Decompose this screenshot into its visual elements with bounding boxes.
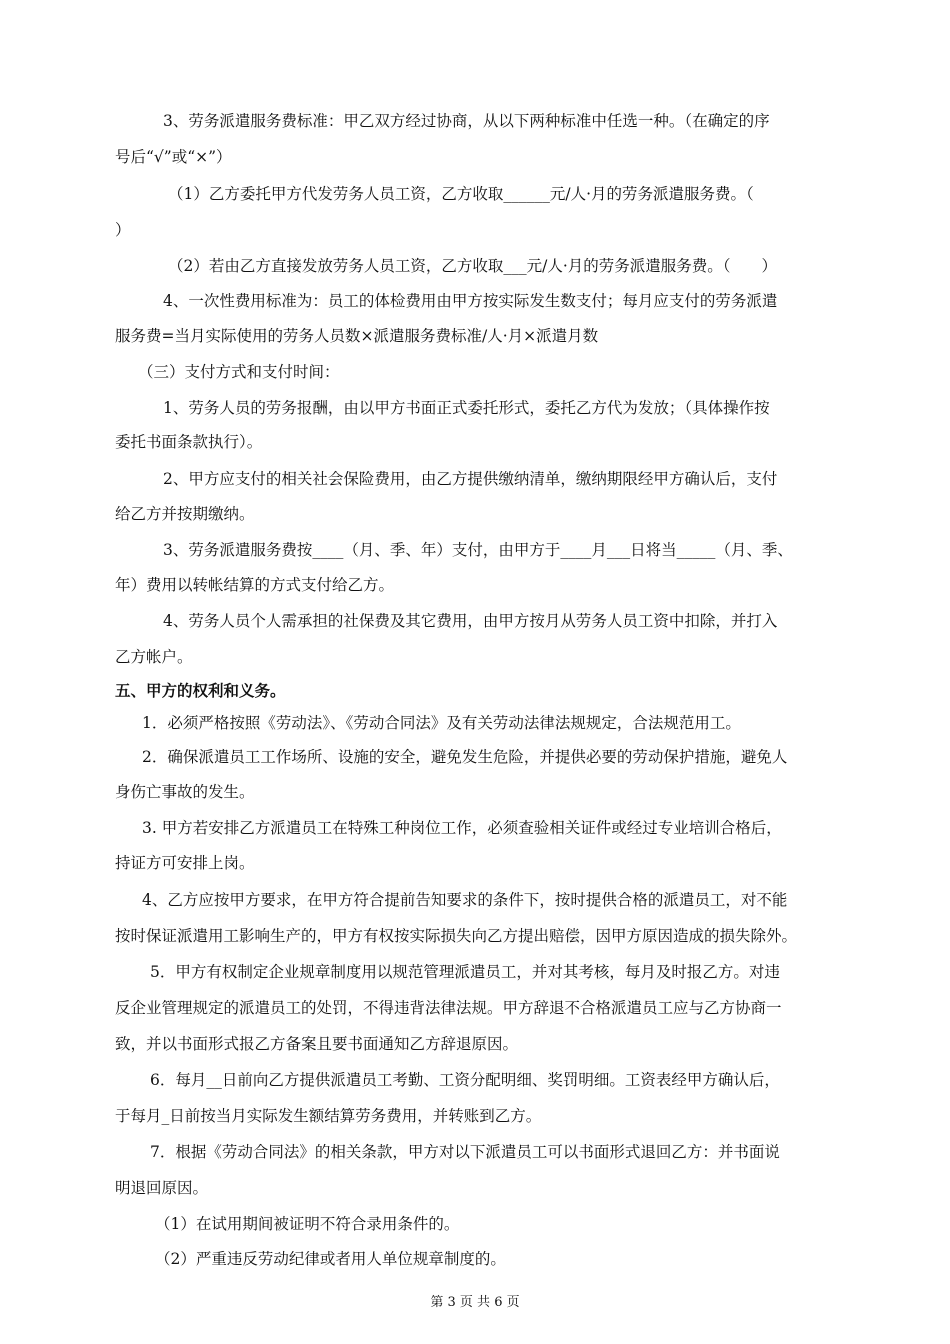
text-line: 持证方可安排上岗。 [115,854,255,872]
text-line: 乙方帐户。 [115,648,193,666]
text-line: 致，并以书面形式报乙方备案且要书面通知乙方辞退原因。 [115,1035,519,1053]
section-heading: 五、甲方的权利和义务。 [115,681,286,700]
text-line: 3. 甲方若安排乙方派遣员工在特殊工种岗位工作，必须查验相关证件或经过专业培训合格后， [142,819,782,837]
text-line: 3、劳务派遣服务费标准：甲乙双方经过协商，从以下两种标准中任选一种。（在确定的序 [163,112,770,130]
text-line: 明退回原因。 [115,1179,209,1197]
text-line: 年）费用以转帐结算的方式支付给乙方。 [115,576,395,594]
text-line: 5．甲方有权制定企业规章制度用以规范管理派遣员工，并对其考核，每月及时报乙方。对违 [150,963,780,981]
text-line: 4、劳务人员个人需承担的社保费及其它费用，由甲方按月从劳务人员工资中扣除，并打入 [163,612,778,630]
text-line: 给乙方并按期缴纳。 [115,505,255,523]
list-item: （1）在试用期间被证明不符合录用条件的。 [155,1215,460,1233]
text-line: 按时保证派遣用工影响生产的，甲方有权按实际损失向乙方提出赔偿，因甲方原因造成的损失除外。 [115,927,798,945]
text-line: （1）乙方委托甲方代发劳务人员工资，乙方收取______元/人·月的劳务派遣服务费。（ [168,185,754,203]
text-line: 服务费=当月实际使用的劳务人员数×派遣服务费标准/人·月×派遣月数 [115,327,599,345]
text-line: 身伤亡事故的发生。 [115,783,255,801]
text-line: 2、甲方应支付的相关社会保险费用，由乙方提供缴纳清单，缴纳期限经甲方确认后，支付 [163,470,778,488]
text-line: 号后“√”或“×”） [115,148,232,166]
text-line: 1．必须严格按照《劳动法》、《劳动合同法》及有关劳动法律法规规定，合法规范用工。 [142,714,741,732]
page-footer: 第 3 页 共 6 页 [430,1295,520,1310]
list-item: （2）严重违反劳动纪律或者用人单位规章制度的。 [155,1250,506,1268]
text-line: 4、一次性费用标准为：员工的体检费用由甲方按实际发生数支付；每月应支付的劳务派遣 [163,292,778,310]
section-heading: （三）支付方式和支付时间： [138,363,340,381]
text-line: 反企业管理规定的派遣员工的处罚，不得违背法律法规。甲方辞退不合格派遣员工应与乙方协商一 [115,999,782,1017]
text-line: 3、劳务派遣服务费按____（月、季、年）支付，由甲方于____月___日将当_____（月、季、 [163,541,793,559]
text-line: 1、劳务人员的劳务报酬，由以甲方书面正式委托形式，委托乙方代为发放；（具体操作按 [163,399,770,417]
text-line: 7．根据《劳动合同法》的相关条款，甲方对以下派遣员工可以书面形式退回乙方：并书面说 [150,1143,780,1161]
text-line: 6．每月__日前向乙方提供派遣员工考勤、工资分配明细、奖罚明细。工资表经甲方确认后， [150,1071,780,1089]
text-line: 委托书面条款执行）。 [115,433,263,451]
text-line: 4、乙方应按甲方要求，在甲方符合提前告知要求的条件下，按时提供合格的派遣员工，对不能 [142,891,788,909]
text-line: ） [115,221,131,239]
text-line: 2．确保派遣员工工作场所、设施的安全，避免发生危险，并提供必要的劳动保护措施，避免人 [142,748,788,766]
text-line: （2）若由乙方直接发放劳务人员工资，乙方收取___元/人·月的劳务派遣服务费。（ ） [168,257,778,275]
text-line: 于每月_日前按当月实际发生额结算劳务费用，并转账到乙方。 [115,1107,542,1125]
